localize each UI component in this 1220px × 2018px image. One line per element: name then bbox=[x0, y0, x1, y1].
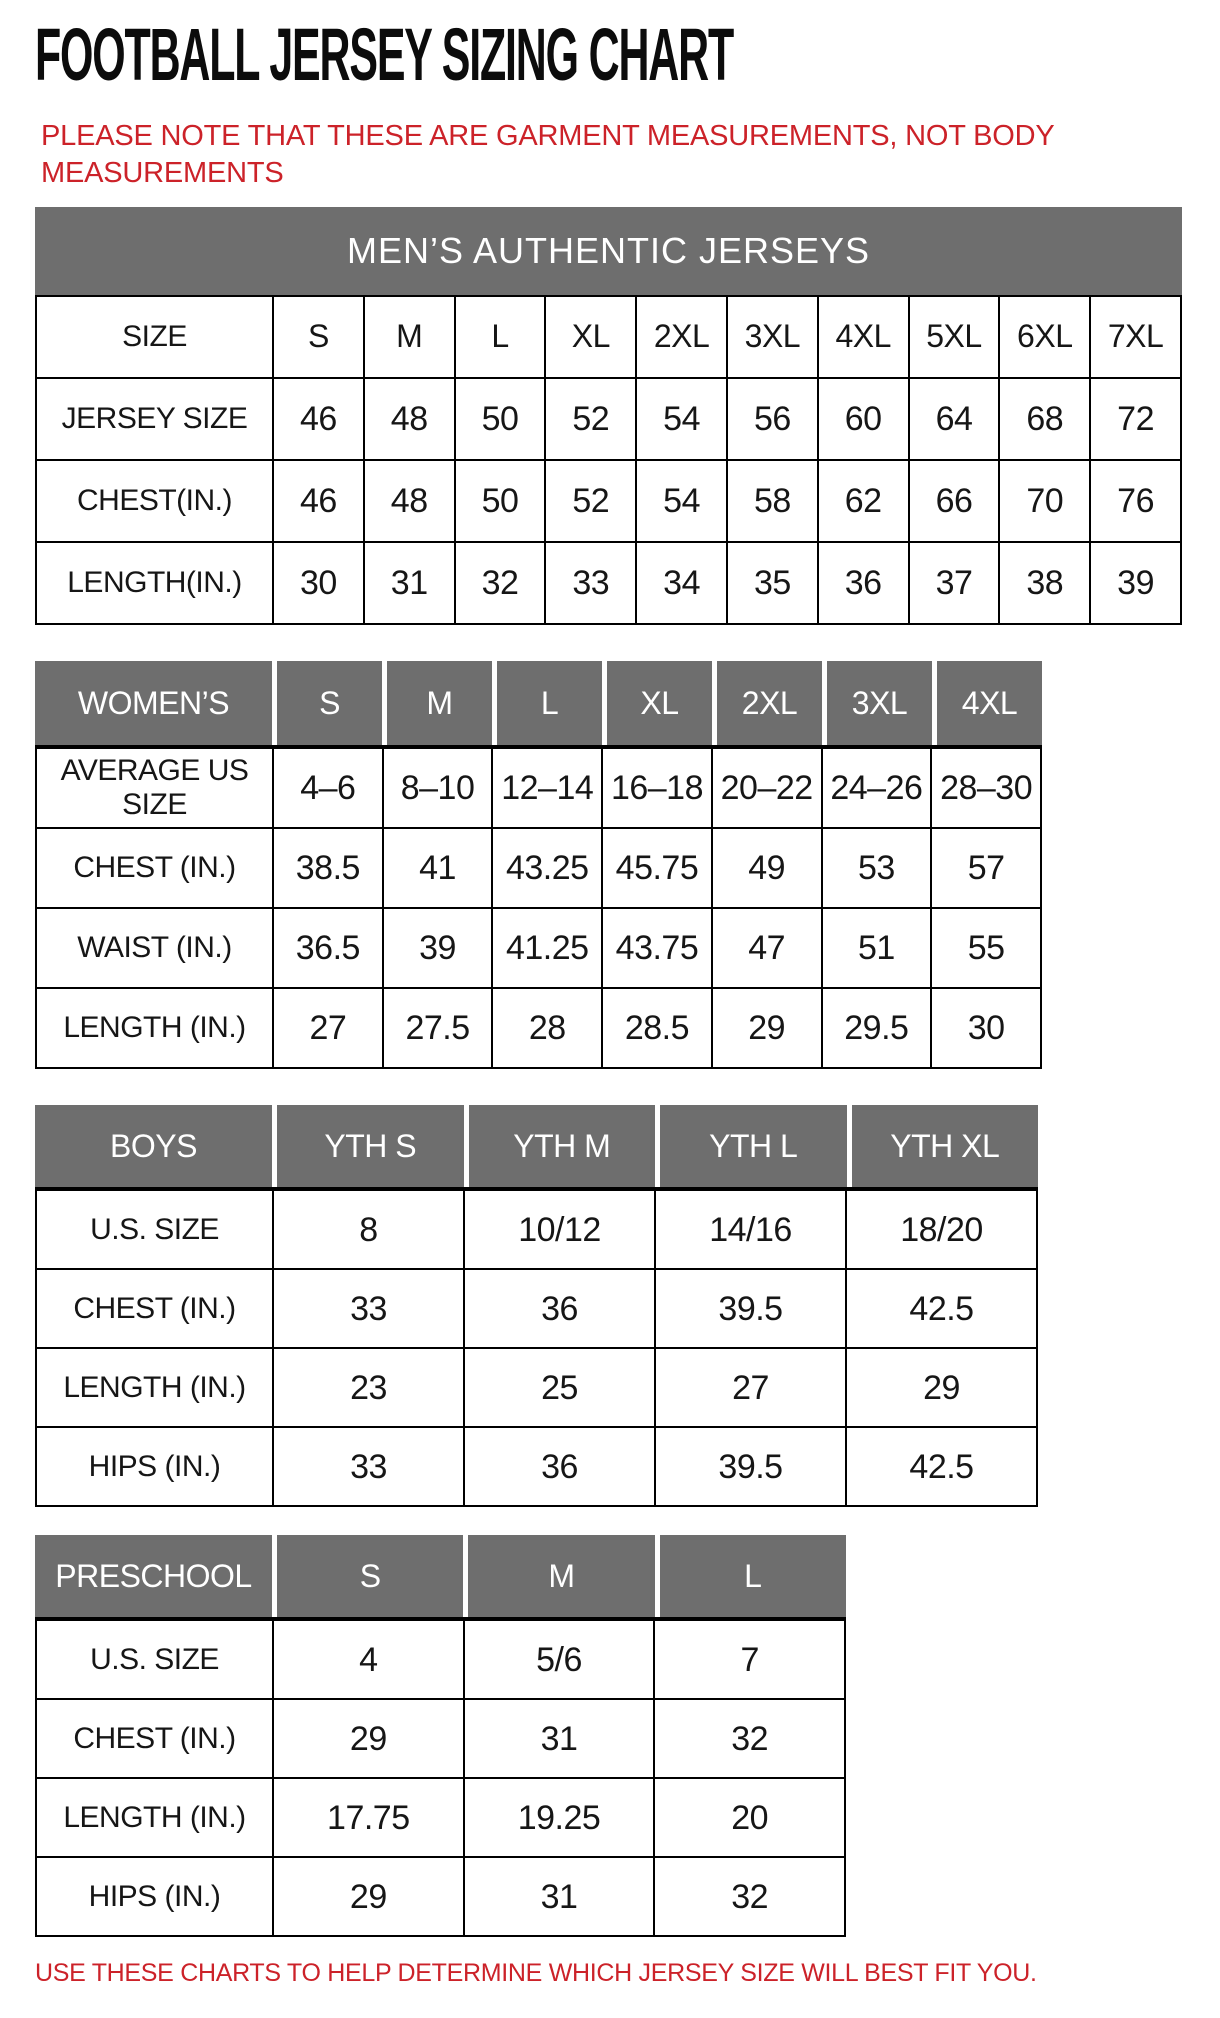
cell-value: 25 bbox=[464, 1348, 655, 1427]
cell-value: 43.25 bbox=[492, 828, 602, 908]
row-label: U.S. SIZE bbox=[36, 1190, 273, 1269]
cell-value: 29 bbox=[846, 1348, 1037, 1427]
table-row bbox=[36, 1190, 1037, 1269]
cell-value: 29 bbox=[273, 1699, 464, 1778]
cell-value: 60 bbox=[818, 378, 909, 460]
boys-jerseys-table bbox=[35, 1105, 1185, 1507]
column-header: 5XL bbox=[909, 296, 1000, 378]
cell-value: 39 bbox=[383, 908, 493, 988]
table-row bbox=[36, 748, 1041, 828]
columns-row bbox=[36, 296, 1181, 378]
cell-value: 42.5 bbox=[846, 1427, 1037, 1506]
cell-value: 20 bbox=[654, 1778, 845, 1857]
row-label: LENGTH (IN.) bbox=[36, 988, 273, 1068]
preschool-header-row bbox=[35, 1535, 846, 1619]
preschool-grid bbox=[35, 1619, 846, 1937]
row-label: AVERAGE US SIZE bbox=[36, 748, 273, 828]
cell-value: 29 bbox=[273, 1857, 464, 1936]
garment-measurements-note: PLEASE NOTE THAT THESE ARE GARMENT MEASUREMENTS, NOT BODY MEASUREMENTS bbox=[41, 120, 1054, 189]
cell-value: 24–26 bbox=[822, 748, 932, 828]
cell-value: 54 bbox=[636, 378, 727, 460]
column-header: S bbox=[272, 1535, 463, 1617]
column-header: S bbox=[273, 296, 364, 378]
cell-value: 32 bbox=[654, 1857, 845, 1936]
cell-value: 47 bbox=[712, 908, 822, 988]
page-title-text: FOOTBALL JERSEY SIZING CHART bbox=[35, 13, 734, 96]
cell-value: 50 bbox=[455, 460, 546, 542]
column-header: 3XL bbox=[727, 296, 818, 378]
cell-value: 52 bbox=[545, 460, 636, 542]
table-row bbox=[36, 828, 1041, 908]
table-row bbox=[36, 1620, 845, 1699]
womens-grid bbox=[35, 747, 1042, 1069]
cell-value: 31 bbox=[464, 1699, 655, 1778]
mens-grid bbox=[35, 295, 1182, 625]
column-header: YTH S bbox=[272, 1105, 464, 1187]
column-header: 4XL bbox=[818, 296, 909, 378]
cell-value: 55 bbox=[931, 908, 1041, 988]
cell-value: 48 bbox=[364, 378, 455, 460]
cell-value: 4 bbox=[273, 1620, 464, 1699]
cell-value: 34 bbox=[636, 542, 727, 624]
womens-header-label: WOMEN’S bbox=[35, 661, 272, 745]
boys-grid bbox=[35, 1189, 1038, 1507]
cell-value: 56 bbox=[727, 378, 818, 460]
cell-value: 31 bbox=[364, 542, 455, 624]
cell-value: 8–10 bbox=[383, 748, 493, 828]
row-label: U.S. SIZE bbox=[36, 1620, 273, 1699]
cell-value: 68 bbox=[999, 378, 1090, 460]
boys-header-row bbox=[35, 1105, 1038, 1189]
cell-value: 17.75 bbox=[273, 1778, 464, 1857]
cell-value: 57 bbox=[931, 828, 1041, 908]
cell-value: 36 bbox=[464, 1427, 655, 1506]
column-header: M bbox=[463, 1535, 654, 1617]
cell-value: 19.25 bbox=[464, 1778, 655, 1857]
column-header: 3XL bbox=[822, 661, 932, 745]
cell-value: 23 bbox=[273, 1348, 464, 1427]
column-header: L bbox=[492, 661, 602, 745]
column-header: YTH L bbox=[655, 1105, 847, 1187]
cell-value: 8 bbox=[273, 1190, 464, 1269]
cell-value: 38 bbox=[999, 542, 1090, 624]
cell-value: 5/6 bbox=[464, 1620, 655, 1699]
cell-value: 31 bbox=[464, 1857, 655, 1936]
cell-value: 7 bbox=[654, 1620, 845, 1699]
cell-value: 46 bbox=[273, 460, 364, 542]
column-header: 2XL bbox=[636, 296, 727, 378]
cell-value: 4–6 bbox=[273, 748, 383, 828]
row-label: HIPS (IN.) bbox=[36, 1857, 273, 1936]
row-label: CHEST (IN.) bbox=[36, 828, 273, 908]
cell-value: 70 bbox=[999, 460, 1090, 542]
row-label: HIPS (IN.) bbox=[36, 1427, 273, 1506]
column-header: YTH XL bbox=[847, 1105, 1039, 1187]
cell-value: 46 bbox=[273, 378, 364, 460]
column-header: 4XL bbox=[932, 661, 1042, 745]
mens-table-banner: MEN’S AUTHENTIC JERSEYS bbox=[35, 207, 1182, 295]
column-header: XL bbox=[602, 661, 712, 745]
page-title bbox=[35, 13, 1185, 96]
cell-value: 14/16 bbox=[655, 1190, 846, 1269]
cell-value: 36 bbox=[818, 542, 909, 624]
cell-value: 32 bbox=[654, 1699, 845, 1778]
cell-value: 30 bbox=[273, 542, 364, 624]
row-label: LENGTH(IN.) bbox=[36, 542, 273, 624]
womens-jerseys-table bbox=[35, 661, 1185, 1069]
cell-value: 29.5 bbox=[822, 988, 932, 1068]
cell-value: 37 bbox=[909, 542, 1000, 624]
column-header: 7XL bbox=[1090, 296, 1181, 378]
table-row bbox=[36, 378, 1181, 460]
column-header: 6XL bbox=[999, 296, 1090, 378]
cell-value: 41 bbox=[383, 828, 493, 908]
column-header: M bbox=[382, 661, 492, 745]
table-row bbox=[36, 1348, 1037, 1427]
column-header: M bbox=[364, 296, 455, 378]
footer-note: USE THESE CHARTS TO HELP DETERMINE WHICH JERSEY SIZE WILL BEST FIT YOU. bbox=[35, 1959, 1037, 1988]
table-row bbox=[36, 1857, 845, 1936]
cell-value: 27.5 bbox=[383, 988, 493, 1068]
cell-value: 76 bbox=[1090, 460, 1181, 542]
table-row bbox=[36, 542, 1181, 624]
cell-value: 51 bbox=[822, 908, 932, 988]
column-header: 2XL bbox=[712, 661, 822, 745]
cell-value: 12–14 bbox=[492, 748, 602, 828]
cell-value: 33 bbox=[545, 542, 636, 624]
row-label: CHEST (IN.) bbox=[36, 1269, 273, 1348]
cell-value: 28–30 bbox=[931, 748, 1041, 828]
mens-authentic-jerseys-table bbox=[35, 207, 1185, 625]
column-header: L bbox=[655, 1535, 846, 1617]
cell-value: 28.5 bbox=[602, 988, 712, 1068]
table-row bbox=[36, 1778, 845, 1857]
cell-value: 36 bbox=[464, 1269, 655, 1348]
cell-value: 45.75 bbox=[602, 828, 712, 908]
table-row bbox=[36, 908, 1041, 988]
preschool-jerseys-table bbox=[35, 1535, 1185, 1937]
cell-value: 20–22 bbox=[712, 748, 822, 828]
cell-value: 66 bbox=[909, 460, 1000, 542]
table-row bbox=[36, 1699, 845, 1778]
column-header: S bbox=[272, 661, 382, 745]
preschool-header-label: PRESCHOOL bbox=[35, 1535, 272, 1617]
cell-value: 16–18 bbox=[602, 748, 712, 828]
cell-value: 18/20 bbox=[846, 1190, 1037, 1269]
row-label: WAIST (IN.) bbox=[36, 908, 273, 988]
cell-value: 27 bbox=[273, 988, 383, 1068]
cell-value: 10/12 bbox=[464, 1190, 655, 1269]
cell-value: 49 bbox=[712, 828, 822, 908]
cell-value: 29 bbox=[712, 988, 822, 1068]
cell-value: 50 bbox=[455, 378, 546, 460]
cell-value: 38.5 bbox=[273, 828, 383, 908]
column-header: YTH M bbox=[464, 1105, 656, 1187]
table-row bbox=[36, 988, 1041, 1068]
cell-value: 28 bbox=[492, 988, 602, 1068]
cell-value: 39.5 bbox=[655, 1269, 846, 1348]
cell-value: 72 bbox=[1090, 378, 1181, 460]
row-label: CHEST(IN.) bbox=[36, 460, 273, 542]
cell-value: 27 bbox=[655, 1348, 846, 1427]
cell-value: 43.75 bbox=[602, 908, 712, 988]
cell-value: 52 bbox=[545, 378, 636, 460]
cell-value: 58 bbox=[727, 460, 818, 542]
cell-value: 48 bbox=[364, 460, 455, 542]
row-label: JERSEY SIZE bbox=[36, 378, 273, 460]
cell-value: 36.5 bbox=[273, 908, 383, 988]
column-header: XL bbox=[545, 296, 636, 378]
cell-value: 35 bbox=[727, 542, 818, 624]
row-label: LENGTH (IN.) bbox=[36, 1778, 273, 1857]
cell-value: 33 bbox=[273, 1269, 464, 1348]
row-label: CHEST (IN.) bbox=[36, 1699, 273, 1778]
boys-header-label: BOYS bbox=[35, 1105, 272, 1187]
cell-value: 39.5 bbox=[655, 1427, 846, 1506]
row-label: LENGTH (IN.) bbox=[36, 1348, 273, 1427]
cell-value: 62 bbox=[818, 460, 909, 542]
womens-header-row bbox=[35, 661, 1042, 747]
cell-value: 64 bbox=[909, 378, 1000, 460]
cell-value: 32 bbox=[455, 542, 546, 624]
cell-value: 42.5 bbox=[846, 1269, 1037, 1348]
cell-value: 41.25 bbox=[492, 908, 602, 988]
column-header: L bbox=[455, 296, 546, 378]
cell-value: 39 bbox=[1090, 542, 1181, 624]
table-row bbox=[36, 1269, 1037, 1348]
cell-value: 53 bbox=[822, 828, 932, 908]
row-label: SIZE bbox=[36, 296, 273, 378]
cell-value: 54 bbox=[636, 460, 727, 542]
table-row bbox=[36, 460, 1181, 542]
cell-value: 33 bbox=[273, 1427, 464, 1506]
cell-value: 30 bbox=[931, 988, 1041, 1068]
table-row bbox=[36, 1427, 1037, 1506]
